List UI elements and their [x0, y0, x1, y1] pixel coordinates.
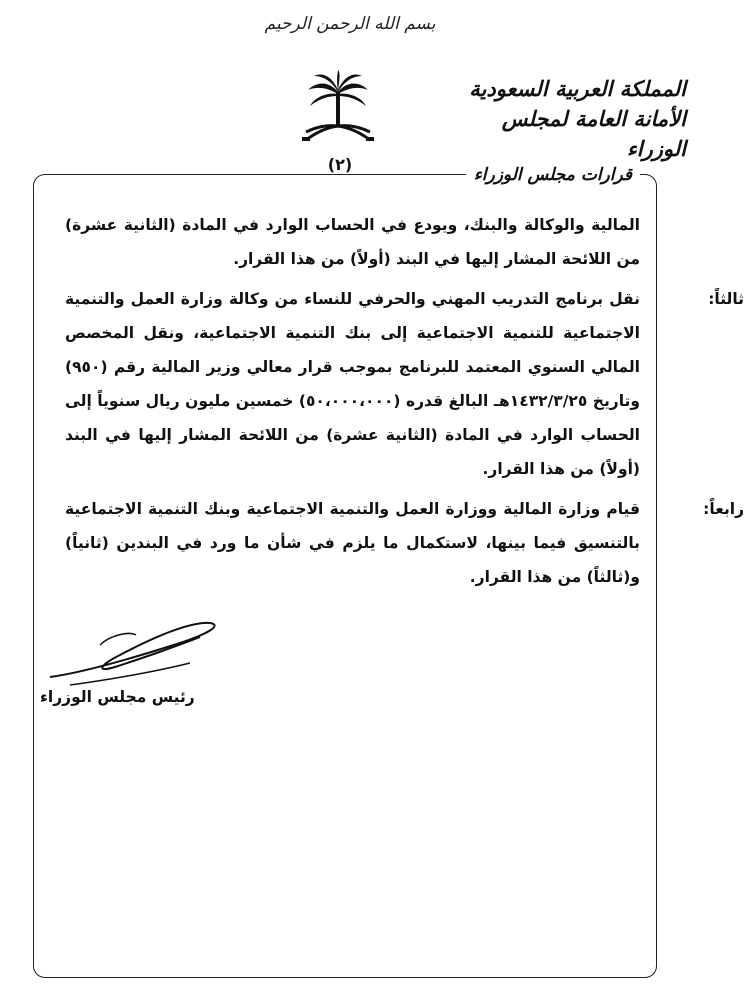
frame-label: قرارات مجلس الوزراء	[466, 165, 640, 185]
handwritten-signature	[40, 615, 230, 695]
issuer-header	[446, 74, 686, 164]
clause-text: نقل برنامج التدريب المهني والحرفي للنساء من وكالة وزارة العمل والتنمية الاجتماعية للتنمية الاجتماعية إلى بنك التنمية الاجتماعية، ونقل المخصص المالي السنوي المعتمد للبرنامج بموجب قرار معالي وزير المالية رقم (٩٥٠) وتاريخ ١٤٣٢/٣/٢٥هـ البالغ قدره (٥٠،٠٠٠،٠٠٠) خمسين مليون ريال سنوياً إلى الحساب الوارد في المادة (الثانية عشرة) من اللائحة المشار إليها في البند (أولاً) من هذا القرار.	[65, 290, 640, 478]
clause-label: ثالثاً:	[708, 290, 744, 308]
clause-third	[65, 282, 744, 486]
header-line-secretariat: الأمانة العامة لمجلس الوزراء	[501, 106, 686, 161]
clause-fourth	[65, 492, 744, 594]
header-line-kingdom: المملكة العربية السعودية	[469, 76, 686, 101]
document-body	[65, 208, 744, 594]
basmala: بسم الله الرحمن الرحيم	[264, 14, 436, 34]
clause-text: قيام وزارة المالية ووزارة العمل والتنمية الاجتماعية وبنك التنمية الاجتماعية بالتنسيق فيما بينها، لاستكمال ما يلزم في شأن ما ورد في البندين (ثانياً) و(ثالثاً) من هذا القرار.	[65, 500, 640, 586]
intro-paragraph: المالية والوكالة والبنك، ويودع في الحساب الوارد في المادة (الثانية عشرة) من اللائحة المشار إليها في البند (أولاً) من هذا القرار.	[65, 216, 640, 268]
page-number: (٢)	[327, 155, 353, 174]
signatory-title: رئيس مجلس الوزراء	[40, 688, 195, 706]
clause-label: رابعاً:	[703, 500, 744, 518]
saudi-emblem-palm-swords-icon	[298, 70, 378, 150]
